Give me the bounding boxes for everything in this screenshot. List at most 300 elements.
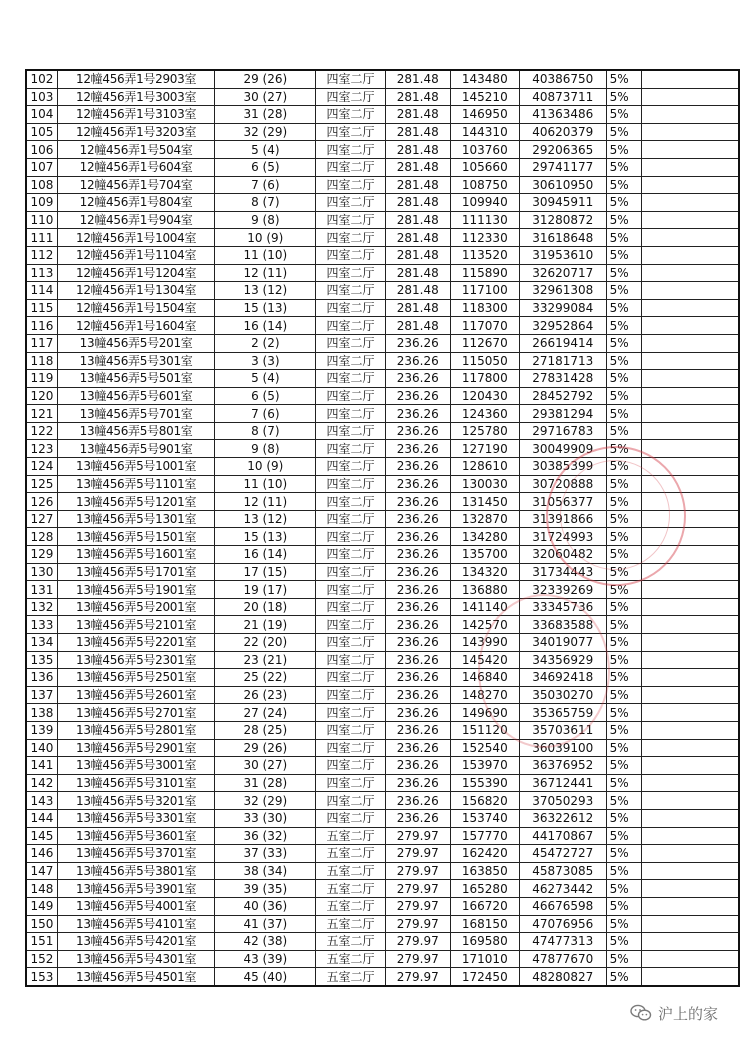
total-price-cell: 32060482 (519, 546, 606, 564)
layout-cell: 四室二厅 (316, 757, 385, 775)
area-cell: 281.48 (385, 211, 450, 229)
total-price-cell: 29206365 (519, 141, 606, 159)
floor-cell: 31 (28) (215, 106, 316, 124)
discount-cell: 5% (606, 475, 642, 493)
layout-cell: 四室二厅 (316, 528, 385, 546)
room-cell: 13幢456弄5号501室 (57, 370, 214, 388)
room-cell: 13幢456弄5号901室 (57, 440, 214, 458)
total-price-cell: 33299084 (519, 299, 606, 317)
unit-price-cell: 157770 (450, 827, 519, 845)
unit-price-cell: 134320 (450, 563, 519, 581)
room-cell: 13幢456弄5号4001室 (57, 897, 214, 915)
table-row (26, 704, 739, 722)
floor-cell: 32 (29) (215, 792, 316, 810)
discount-cell: 5% (606, 563, 642, 581)
floor-cell: 23 (21) (215, 651, 316, 669)
area-cell: 281.48 (385, 106, 450, 124)
floor-cell: 16 (14) (215, 546, 316, 564)
unit-price-cell: 142570 (450, 616, 519, 634)
layout-cell: 四室二厅 (316, 194, 385, 212)
room-cell: 13幢456弄5号4201室 (57, 933, 214, 951)
total-price-cell: 28452792 (519, 387, 606, 405)
floor-cell: 37 (33) (215, 845, 316, 863)
remark-cell (642, 757, 739, 775)
remark-cell (642, 809, 739, 827)
remark-cell (642, 493, 739, 511)
row-number-cell: 106 (26, 141, 57, 159)
table-row (26, 141, 739, 159)
floor-cell: 9 (8) (215, 440, 316, 458)
remark-cell (642, 264, 739, 282)
area-cell: 279.97 (385, 862, 450, 880)
area-cell: 281.48 (385, 158, 450, 176)
total-price-cell: 36712441 (519, 774, 606, 792)
layout-cell: 五室二厅 (316, 950, 385, 968)
area-cell: 236.26 (385, 634, 450, 652)
floor-cell: 41 (37) (215, 915, 316, 933)
room-cell: 13幢456弄5号3301室 (57, 809, 214, 827)
row-number-cell: 122 (26, 422, 57, 440)
total-price-cell: 35365759 (519, 704, 606, 722)
remark-cell (642, 616, 739, 634)
row-number-cell: 120 (26, 387, 57, 405)
unit-price-cell: 168150 (450, 915, 519, 933)
floor-cell: 22 (20) (215, 634, 316, 652)
room-cell: 13幢456弄5号3901室 (57, 880, 214, 898)
unit-price-cell: 135700 (450, 546, 519, 564)
area-cell: 281.48 (385, 264, 450, 282)
room-cell: 13幢456弄5号1201室 (57, 493, 214, 511)
remark-cell (642, 581, 739, 599)
unit-price-cell: 156820 (450, 792, 519, 810)
remark-cell (642, 528, 739, 546)
floor-cell: 17 (15) (215, 563, 316, 581)
discount-cell: 5% (606, 493, 642, 511)
remark-cell (642, 106, 739, 124)
table-row (26, 176, 739, 194)
room-cell: 13幢456弄5号3801室 (57, 862, 214, 880)
row-number-cell: 125 (26, 475, 57, 493)
discount-cell: 5% (606, 229, 642, 247)
table-row (26, 862, 739, 880)
room-cell: 13幢456弄5号601室 (57, 387, 214, 405)
floor-cell: 16 (14) (215, 317, 316, 335)
unit-price-cell: 134280 (450, 528, 519, 546)
layout-cell: 四室二厅 (316, 598, 385, 616)
floor-cell: 20 (18) (215, 598, 316, 616)
room-cell: 13幢456弄5号2901室 (57, 739, 214, 757)
table-row (26, 211, 739, 229)
area-cell: 236.26 (385, 510, 450, 528)
unit-price-cell: 125780 (450, 422, 519, 440)
remark-cell (642, 387, 739, 405)
layout-cell: 五室二厅 (316, 897, 385, 915)
room-cell: 12幢456弄1号1104室 (57, 246, 214, 264)
total-price-cell: 36376952 (519, 757, 606, 775)
discount-cell: 5% (606, 211, 642, 229)
area-cell: 236.26 (385, 387, 450, 405)
room-cell: 13幢456弄5号1901室 (57, 581, 214, 599)
watermark-text: 沪上的家 (657, 1004, 718, 1023)
area-cell: 279.97 (385, 933, 450, 951)
area-cell: 236.26 (385, 598, 450, 616)
floor-cell: 33 (30) (215, 809, 316, 827)
area-cell: 279.97 (385, 897, 450, 915)
discount-cell: 5% (606, 634, 642, 652)
floor-cell: 13 (12) (215, 510, 316, 528)
remark-cell (642, 897, 739, 915)
remark-cell (642, 933, 739, 951)
room-cell: 13幢456弄5号2001室 (57, 598, 214, 616)
row-number-cell: 129 (26, 546, 57, 564)
table-row (26, 387, 739, 405)
row-number-cell: 121 (26, 405, 57, 423)
unit-price-cell: 171010 (450, 950, 519, 968)
floor-cell: 5 (4) (215, 141, 316, 159)
area-cell: 236.26 (385, 739, 450, 757)
room-cell: 13幢456弄5号3201室 (57, 792, 214, 810)
discount-cell: 5% (606, 774, 642, 792)
area-cell: 236.26 (385, 774, 450, 792)
total-price-cell: 32620717 (519, 264, 606, 282)
unit-price-cell: 132870 (450, 510, 519, 528)
total-price-cell: 37050293 (519, 792, 606, 810)
table-row (26, 440, 739, 458)
remark-cell (642, 334, 739, 352)
table-row (26, 405, 739, 423)
price-list-body (26, 70, 739, 986)
table-row (26, 123, 739, 141)
floor-cell: 19 (17) (215, 581, 316, 599)
remark-cell (642, 634, 739, 652)
layout-cell: 四室二厅 (316, 721, 385, 739)
area-cell: 281.48 (385, 88, 450, 106)
unit-price-cell: 105660 (450, 158, 519, 176)
remark-cell (642, 862, 739, 880)
layout-cell: 四室二厅 (316, 458, 385, 476)
floor-cell: 6 (5) (215, 387, 316, 405)
table-row (26, 370, 739, 388)
total-price-cell: 36039100 (519, 739, 606, 757)
unit-price-cell: 149690 (450, 704, 519, 722)
remark-cell (642, 510, 739, 528)
remark-cell (642, 352, 739, 370)
area-cell: 281.48 (385, 123, 450, 141)
area-cell: 281.48 (385, 176, 450, 194)
remark-cell (642, 845, 739, 863)
row-number-cell: 143 (26, 792, 57, 810)
room-cell: 13幢456弄5号1301室 (57, 510, 214, 528)
total-price-cell: 29716783 (519, 422, 606, 440)
floor-cell: 11 (10) (215, 475, 316, 493)
floor-cell: 5 (4) (215, 370, 316, 388)
remark-cell (642, 475, 739, 493)
remark-cell (642, 669, 739, 687)
area-cell: 236.26 (385, 422, 450, 440)
table-row (26, 721, 739, 739)
layout-cell: 四室二厅 (316, 158, 385, 176)
floor-cell: 12 (11) (215, 264, 316, 282)
area-cell: 236.26 (385, 721, 450, 739)
table-row (26, 352, 739, 370)
room-cell: 13幢456弄5号301室 (57, 352, 214, 370)
discount-cell: 5% (606, 317, 642, 335)
row-number-cell: 145 (26, 827, 57, 845)
unit-price-cell: 113520 (450, 246, 519, 264)
total-price-cell: 31618648 (519, 229, 606, 247)
remark-cell (642, 774, 739, 792)
unit-price-cell: 117800 (450, 370, 519, 388)
total-price-cell: 48280827 (519, 968, 606, 986)
remark-cell (642, 827, 739, 845)
row-number-cell: 110 (26, 211, 57, 229)
room-cell: 13幢456弄5号3601室 (57, 827, 214, 845)
room-cell: 12幢456弄1号3103室 (57, 106, 214, 124)
total-price-cell: 35030270 (519, 686, 606, 704)
layout-cell: 四室二厅 (316, 475, 385, 493)
unit-price-cell: 136880 (450, 581, 519, 599)
unit-price-cell: 163850 (450, 862, 519, 880)
remark-cell (642, 440, 739, 458)
table-row (26, 88, 739, 106)
layout-cell: 四室二厅 (316, 106, 385, 124)
area-cell: 236.26 (385, 581, 450, 599)
area-cell: 236.26 (385, 352, 450, 370)
row-number-cell: 135 (26, 651, 57, 669)
remark-cell (642, 458, 739, 476)
room-cell: 13幢456弄5号1701室 (57, 563, 214, 581)
layout-cell: 五室二厅 (316, 827, 385, 845)
total-price-cell: 35703611 (519, 721, 606, 739)
unit-price-cell: 151120 (450, 721, 519, 739)
unit-price-cell: 141140 (450, 598, 519, 616)
row-number-cell: 126 (26, 493, 57, 511)
room-cell: 12幢456弄1号3003室 (57, 88, 214, 106)
total-price-cell: 30610950 (519, 176, 606, 194)
table-row (26, 880, 739, 898)
table-row (26, 651, 739, 669)
discount-cell: 5% (606, 581, 642, 599)
area-cell: 236.26 (385, 528, 450, 546)
unit-price-cell: 130030 (450, 475, 519, 493)
unit-price-cell: 169580 (450, 933, 519, 951)
row-number-cell: 117 (26, 334, 57, 352)
layout-cell: 四室二厅 (316, 387, 385, 405)
row-number-cell: 107 (26, 158, 57, 176)
row-number-cell: 147 (26, 862, 57, 880)
table-row (26, 229, 739, 247)
row-number-cell: 132 (26, 598, 57, 616)
layout-cell: 四室二厅 (316, 88, 385, 106)
row-number-cell: 133 (26, 616, 57, 634)
layout-cell: 四室二厅 (316, 299, 385, 317)
remark-cell (642, 422, 739, 440)
floor-cell: 10 (9) (215, 229, 316, 247)
layout-cell: 四室二厅 (316, 581, 385, 599)
table-row (26, 246, 739, 264)
floor-cell: 21 (19) (215, 616, 316, 634)
unit-price-cell: 155390 (450, 774, 519, 792)
remark-cell (642, 546, 739, 564)
floor-cell: 40 (36) (215, 897, 316, 915)
row-number-cell: 119 (26, 370, 57, 388)
floor-cell: 15 (13) (215, 528, 316, 546)
area-cell: 279.97 (385, 845, 450, 863)
area-cell: 236.26 (385, 651, 450, 669)
row-number-cell: 150 (26, 915, 57, 933)
area-cell: 236.26 (385, 440, 450, 458)
discount-cell: 5% (606, 669, 642, 687)
room-cell: 13幢456弄5号4101室 (57, 915, 214, 933)
area-cell: 236.26 (385, 686, 450, 704)
unit-price-cell: 103760 (450, 141, 519, 159)
room-cell: 12幢456弄1号2903室 (57, 70, 214, 88)
floor-cell: 28 (25) (215, 721, 316, 739)
discount-cell: 5% (606, 70, 642, 88)
layout-cell: 四室二厅 (316, 229, 385, 247)
total-price-cell: 47076956 (519, 915, 606, 933)
discount-cell: 5% (606, 194, 642, 212)
total-price-cell: 46273442 (519, 880, 606, 898)
total-price-cell: 44170867 (519, 827, 606, 845)
row-number-cell: 149 (26, 897, 57, 915)
discount-cell: 5% (606, 968, 642, 986)
discount-cell: 5% (606, 88, 642, 106)
watermark (630, 1000, 718, 1026)
area-cell: 279.97 (385, 950, 450, 968)
row-number-cell: 146 (26, 845, 57, 863)
layout-cell: 五室二厅 (316, 933, 385, 951)
layout-cell: 四室二厅 (316, 704, 385, 722)
unit-price-cell: 124360 (450, 405, 519, 423)
discount-cell: 5% (606, 739, 642, 757)
table-row (26, 546, 739, 564)
total-price-cell: 30945911 (519, 194, 606, 212)
layout-cell: 五室二厅 (316, 862, 385, 880)
floor-cell: 45 (40) (215, 968, 316, 986)
row-number-cell: 144 (26, 809, 57, 827)
layout-cell: 四室二厅 (316, 317, 385, 335)
floor-cell: 43 (39) (215, 950, 316, 968)
room-cell: 13幢456弄5号2501室 (57, 669, 214, 687)
unit-price-cell: 127190 (450, 440, 519, 458)
layout-cell: 四室二厅 (316, 246, 385, 264)
layout-cell: 四室二厅 (316, 141, 385, 159)
layout-cell: 四室二厅 (316, 70, 385, 88)
floor-cell: 30 (27) (215, 757, 316, 775)
total-price-cell: 45472727 (519, 845, 606, 863)
unit-price-cell: 145210 (450, 88, 519, 106)
floor-cell: 8 (7) (215, 194, 316, 212)
remark-cell (642, 299, 739, 317)
discount-cell: 5% (606, 721, 642, 739)
floor-cell: 2 (2) (215, 334, 316, 352)
total-price-cell: 31734443 (519, 563, 606, 581)
row-number-cell: 152 (26, 950, 57, 968)
table-row (26, 827, 739, 845)
room-cell: 13幢456弄5号2601室 (57, 686, 214, 704)
row-number-cell: 111 (26, 229, 57, 247)
room-cell: 12幢456弄1号704室 (57, 176, 214, 194)
area-cell: 236.26 (385, 563, 450, 581)
total-price-cell: 40620379 (519, 123, 606, 141)
layout-cell: 四室二厅 (316, 440, 385, 458)
table-row (26, 598, 739, 616)
layout-cell: 五室二厅 (316, 880, 385, 898)
layout-cell: 四室二厅 (316, 405, 385, 423)
discount-cell: 5% (606, 686, 642, 704)
unit-price-cell: 109940 (450, 194, 519, 212)
remark-cell (642, 968, 739, 986)
remark-cell (642, 950, 739, 968)
area-cell: 236.26 (385, 334, 450, 352)
area-cell: 279.97 (385, 827, 450, 845)
row-number-cell: 113 (26, 264, 57, 282)
table-row (26, 774, 739, 792)
unit-price-cell: 166720 (450, 897, 519, 915)
layout-cell: 四室二厅 (316, 123, 385, 141)
row-number-cell: 148 (26, 880, 57, 898)
total-price-cell: 31391866 (519, 510, 606, 528)
total-price-cell: 31280872 (519, 211, 606, 229)
remark-cell (642, 792, 739, 810)
total-price-cell: 29381294 (519, 405, 606, 423)
total-price-cell: 29741177 (519, 158, 606, 176)
unit-price-cell: 112330 (450, 229, 519, 247)
unit-price-cell: 115890 (450, 264, 519, 282)
room-cell: 12幢456弄1号904室 (57, 211, 214, 229)
total-price-cell: 45873085 (519, 862, 606, 880)
total-price-cell: 31056377 (519, 493, 606, 511)
discount-cell: 5% (606, 880, 642, 898)
discount-cell: 5% (606, 809, 642, 827)
total-price-cell: 47477313 (519, 933, 606, 951)
discount-cell: 5% (606, 176, 642, 194)
table-row (26, 510, 739, 528)
row-number-cell: 134 (26, 634, 57, 652)
unit-price-cell: 112670 (450, 334, 519, 352)
discount-cell: 5% (606, 387, 642, 405)
remark-cell (642, 194, 739, 212)
floor-cell: 38 (34) (215, 862, 316, 880)
table-row (26, 299, 739, 317)
area-cell: 236.26 (385, 809, 450, 827)
remark-cell (642, 317, 739, 335)
unit-price-cell: 118300 (450, 299, 519, 317)
unit-price-cell: 108750 (450, 176, 519, 194)
row-number-cell: 130 (26, 563, 57, 581)
discount-cell: 5% (606, 598, 642, 616)
room-cell: 13幢456弄5号1601室 (57, 546, 214, 564)
floor-cell: 26 (23) (215, 686, 316, 704)
table-row (26, 70, 739, 88)
row-number-cell: 138 (26, 704, 57, 722)
discount-cell: 5% (606, 933, 642, 951)
room-cell: 13幢456弄5号1501室 (57, 528, 214, 546)
row-number-cell: 124 (26, 458, 57, 476)
row-number-cell: 142 (26, 774, 57, 792)
room-cell: 13幢456弄5号2701室 (57, 704, 214, 722)
discount-cell: 5% (606, 651, 642, 669)
discount-cell: 5% (606, 334, 642, 352)
table-row (26, 809, 739, 827)
unit-price-cell: 148270 (450, 686, 519, 704)
room-cell: 12幢456弄1号1504室 (57, 299, 214, 317)
total-price-cell: 33345736 (519, 598, 606, 616)
remark-cell (642, 70, 739, 88)
layout-cell: 四室二厅 (316, 546, 385, 564)
floor-cell: 7 (6) (215, 405, 316, 423)
